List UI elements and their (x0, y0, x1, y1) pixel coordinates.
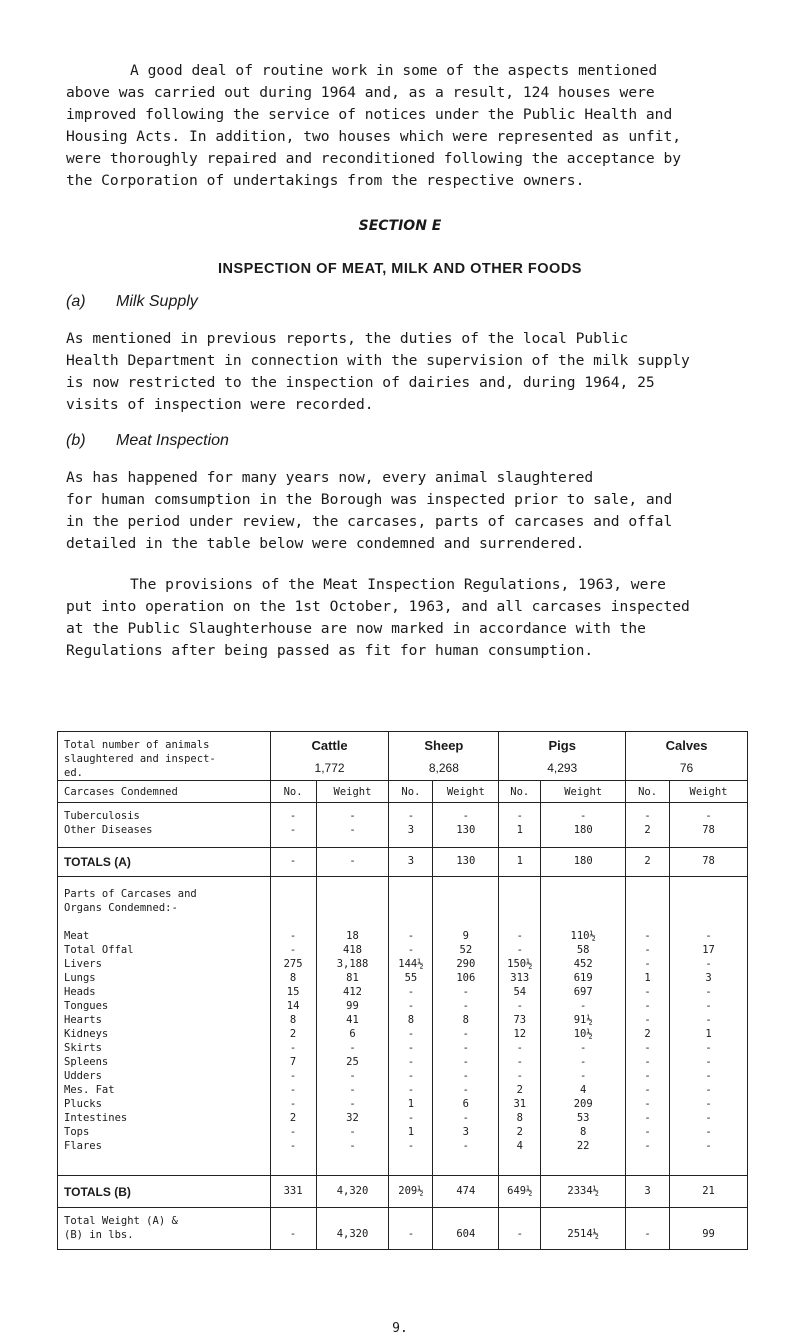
table-cell: 2 (289, 1112, 297, 1124)
table-cell: - (407, 1140, 415, 1152)
table-cell: - (580, 1042, 587, 1054)
part-label: Heads (64, 986, 96, 998)
pigs-header (499, 732, 626, 781)
table-cell: - (644, 1126, 651, 1138)
table-cell: 53 (576, 1112, 590, 1124)
table-cell: - (705, 1000, 712, 1012)
carcases-cattle-no: - - (270, 803, 316, 848)
table-cell: 3,188 (336, 958, 369, 970)
table-cell: - (407, 1070, 415, 1082)
table-cell: - (462, 1140, 469, 1152)
weight-header: Weight (433, 781, 499, 803)
text-line: Health Department in connection with the supervision of the milk supply (66, 352, 690, 369)
parts-cattle-no (270, 877, 316, 1176)
table-cell: - (705, 1042, 712, 1054)
part-label: Plucks (64, 1098, 102, 1110)
parts-pigs-no (499, 877, 541, 1176)
table-cell: - (516, 1070, 523, 1082)
table-cell: 412 (343, 986, 362, 998)
table-cell: - (289, 1084, 297, 1096)
carcases-sheep-no: - 3 (389, 803, 433, 848)
weight-header: Weight (316, 781, 389, 803)
page-number: 9. (392, 1321, 408, 1336)
table-cell: 32 (346, 1112, 359, 1124)
table-cell: 144½ (398, 958, 424, 970)
table-cell: 78 (670, 848, 748, 877)
table-cell: 418 (343, 944, 362, 956)
table-cell: 31 (513, 1098, 527, 1110)
table-cell: 649½ (499, 1176, 541, 1208)
table-cell: 209½ (389, 1176, 433, 1208)
table-cell: - (644, 944, 651, 956)
table-cell: - (462, 1084, 469, 1096)
table-cell: 9 (462, 930, 469, 942)
table-cell: - (407, 1084, 415, 1096)
table-cell: - (644, 1000, 651, 1012)
table-cell: 3 (462, 1126, 469, 1138)
table-cell: 110½ (570, 930, 596, 942)
table-cell: - (516, 944, 523, 956)
table-cell: - (289, 1098, 297, 1110)
table-cell: - (705, 1126, 712, 1138)
animals-total-row (58, 732, 748, 781)
table-cell: - (705, 1070, 712, 1082)
no-header: No. (389, 781, 433, 803)
table-cell: 8 (407, 1014, 415, 1026)
table-cell: 8 (516, 1112, 523, 1124)
table-cell: - (407, 1042, 415, 1054)
table-cell: - (705, 986, 712, 998)
totals-b-row (58, 1176, 748, 1208)
table-cell: 1 (499, 848, 541, 877)
animals-total-label: Total number of animals slaughtered and inspect- ed. (58, 732, 271, 781)
carcases-cattle-weight: - - (316, 803, 389, 848)
table-cell: - (644, 1084, 651, 1096)
table-cell: - (705, 1140, 712, 1152)
table-cell: 8 (462, 1014, 469, 1026)
text-line: Regulations after being passed as fit for human consumption. (66, 642, 594, 659)
table-cell: 54 (513, 986, 527, 998)
table-cell: 604 (433, 1208, 499, 1250)
no-header: No. (270, 781, 316, 803)
table-cell: - (516, 930, 523, 942)
table-cell: - (644, 930, 651, 942)
cattle-header (270, 732, 389, 781)
table-cell: 81 (346, 972, 359, 984)
section-heading: INSPECTION OF MEAT, MILK AND OTHER FOODS (218, 261, 582, 277)
table-cell: 290 (456, 958, 476, 970)
table-cell: 1 (407, 1098, 415, 1110)
table-cell: 55 (404, 972, 418, 984)
table-cell: 697 (573, 986, 593, 998)
table-cell: - (462, 1000, 469, 1012)
table-cell: 58 (576, 944, 590, 956)
text-line: in the period under review, the carcases, parts of carcases and offal (66, 513, 673, 530)
table-cell: 331 (270, 1176, 316, 1208)
table-cell: 8 (289, 972, 297, 984)
table-cell: 1 (705, 1028, 712, 1040)
table-cell: - (644, 1098, 651, 1110)
table-cell: - (389, 1208, 433, 1250)
part-label: Tops (64, 1126, 90, 1138)
text-line: improved following the service of notices under the Public Health and (66, 106, 673, 123)
table-cell: 2 (644, 1028, 651, 1040)
text-line: A good deal of routine work in some of the aspects mentioned (130, 62, 658, 79)
animal-total: 4,293 (547, 761, 578, 775)
table-cell: 4,320 (316, 1176, 389, 1208)
table-cell: 4 (580, 1084, 587, 1096)
table-cell: 474 (433, 1176, 499, 1208)
part-label: Flares (64, 1140, 102, 1152)
table-cell: 2 (289, 1028, 297, 1040)
table-cell: - (289, 1042, 297, 1054)
table-cell: 7 (289, 1056, 297, 1068)
carcases-pigs-no: - 1 (499, 803, 541, 848)
total-weight-row (58, 1208, 748, 1250)
no-header: No. (499, 781, 541, 803)
table-cell: - (705, 1014, 712, 1026)
totals-b-label: TOTALS (B) (58, 1176, 271, 1208)
subsection-title: Meat Inspection (116, 432, 229, 449)
table-cell: 8 (580, 1126, 587, 1138)
table-cell: 2334½ (541, 1176, 626, 1208)
table-cell: 99 (346, 1000, 359, 1012)
table-cell: - (349, 1140, 356, 1152)
subsection-label: (a) (66, 293, 86, 310)
subsection-title: Milk Supply (116, 293, 198, 310)
text-line: visits of inspection were recorded. (66, 396, 374, 413)
table-cell: 2 (516, 1084, 523, 1096)
table-cell: - (289, 1140, 297, 1152)
table-cell: 18 (346, 930, 359, 942)
table-cell: 41 (346, 1014, 359, 1026)
table-cell: 6 (349, 1028, 356, 1040)
no-header: No. (626, 781, 670, 803)
table-cell: 2 (626, 848, 670, 877)
part-label: Livers (64, 958, 102, 970)
sheep-header (389, 732, 499, 781)
table-cell: - (316, 848, 389, 877)
table-cell: - (705, 930, 712, 942)
meat-inspection-table (57, 731, 748, 1250)
table-cell: - (516, 1000, 523, 1012)
table-cell: 1 (644, 972, 651, 984)
table-cell: - (349, 1126, 356, 1138)
carcases-block (58, 803, 748, 848)
text-line: were thoroughly repaired and reconditioned following the acceptance by (66, 150, 682, 167)
table-cell: - (705, 958, 712, 970)
table-cell: 8 (289, 1014, 297, 1026)
part-label: Intestines (64, 1112, 128, 1124)
parts-calves-no (626, 877, 670, 1176)
table-cell: - (407, 1112, 415, 1124)
subsection-label: (b) (66, 432, 86, 449)
text-line: the Corporation of undertakings from the respective owners. (66, 172, 585, 189)
table-cell: 130 (433, 848, 499, 877)
table-cell: - (644, 958, 651, 970)
animal-name: Pigs (548, 738, 576, 753)
table-cell: - (349, 1070, 356, 1082)
table-cell: - (407, 1028, 415, 1040)
carcases-pigs-weight: - 180 (541, 803, 626, 848)
table-cell: - (580, 1056, 587, 1068)
text-line: Housing Acts. In addition, two houses which were represented as unfit, (66, 128, 682, 145)
table-cell: - (705, 1112, 712, 1124)
carcases-sheep-weight: - 130 (433, 803, 499, 848)
table-cell: 2 (516, 1126, 523, 1138)
table-cell: - (644, 1140, 651, 1152)
table-cell: - (289, 930, 297, 942)
table-cell: - (349, 1098, 356, 1110)
carcases-calves-weight: - 78 (670, 803, 748, 848)
table-cell: 4 (516, 1140, 523, 1152)
table-cell: 6 (462, 1098, 469, 1110)
table-cell: - (270, 848, 316, 877)
totals-a-row (58, 848, 748, 877)
animal-name: Sheep (424, 738, 464, 753)
parts-cattle-weight (316, 877, 389, 1176)
part-label: Spleens (64, 1056, 109, 1068)
part-label: Lungs (64, 972, 96, 984)
table-cell: 3 (705, 972, 712, 984)
text-line: for human comsumption in the Borough was inspected prior to sale, and (66, 491, 673, 508)
parts-pigs-weight (541, 877, 626, 1176)
milk-paragraph (66, 328, 756, 416)
part-label: Total Offal (64, 944, 134, 956)
table-cell: - (462, 1056, 469, 1068)
table-cell: - (516, 1056, 523, 1068)
table-cell: - (626, 1208, 670, 1250)
table-cell: 150½ (507, 958, 533, 970)
table-cell: 15 (286, 986, 300, 998)
parts-sheep-no (389, 877, 433, 1176)
table-cell: - (705, 1056, 712, 1068)
parts-calves-weight (670, 877, 748, 1176)
table-cell: 1 (407, 1126, 415, 1138)
table-cell: 106 (456, 972, 476, 984)
table-cell: 17 (702, 944, 715, 956)
table-cell: - (580, 1070, 587, 1082)
carcases-calves-no: - 2 (626, 803, 670, 848)
weight-header: Weight (541, 781, 626, 803)
table-cell: 10½ (573, 1028, 593, 1040)
animal-name: Cattle (311, 738, 348, 753)
table-cell: - (462, 1028, 469, 1040)
table-cell: - (407, 1000, 415, 1012)
text-line: As mentioned in previous reports, the duties of the local Public (66, 330, 629, 347)
part-label: Tongues (64, 1000, 109, 1012)
table-cell: 73 (513, 1014, 527, 1026)
carcases-condemned-label: Carcases Condemned (58, 781, 271, 803)
parts-condemned-block (58, 877, 748, 1176)
totals-a-label: TOTALS (A) (58, 848, 271, 877)
table-cell: 209 (573, 1098, 593, 1110)
table-cell: 25 (346, 1056, 359, 1068)
table-cell: - (407, 944, 415, 956)
table-cell: - (580, 1000, 587, 1012)
table-cell: 99 (670, 1208, 748, 1250)
calves-header (626, 732, 748, 781)
section-title: SECTION E (358, 218, 442, 234)
table-cell: 2514½ (541, 1208, 626, 1250)
table-cell: - (462, 1042, 469, 1054)
text-line: detailed in the table below were condemned and surrendered. (66, 535, 585, 552)
table-cell: 619 (573, 972, 593, 984)
table-cell: 52 (459, 944, 473, 956)
total-weight-label: Total Weight (A) & (B) in lbs. (58, 1208, 271, 1250)
table-cell: - (705, 1084, 712, 1096)
table-cell: - (407, 930, 415, 942)
table-cell: - (644, 1056, 651, 1068)
milk-supply-subheading (66, 293, 198, 311)
table-cell: 3 (626, 1176, 670, 1208)
table-cell: - (349, 1042, 356, 1054)
carcases-condemned-header-row (58, 781, 748, 803)
text-line: As has happened for many years now, every animal slaughtered (66, 469, 594, 486)
table-cell: 313 (510, 972, 530, 984)
text-line: put into operation on the 1st October, 1963, and all carcases inspected (66, 598, 690, 615)
text-line: above was carried out during 1964 and, as a result, 124 houses were (66, 84, 655, 101)
meat-inspection-subheading (66, 432, 229, 450)
part-label: Hearts (64, 1014, 102, 1026)
carcases-labels: Tuberculosis Other Diseases (58, 803, 271, 848)
table-cell: - (644, 986, 651, 998)
table-cell: - (644, 1070, 651, 1082)
table-cell: - (289, 1126, 297, 1138)
table-cell: 22 (576, 1140, 590, 1152)
part-label: Meat (64, 930, 90, 942)
table-cell: 4,320 (316, 1208, 389, 1250)
table-cell: 12 (513, 1028, 527, 1040)
table-cell: - (462, 1070, 469, 1082)
animal-total: 8,268 (428, 761, 459, 775)
part-label: Skirts (64, 1042, 102, 1054)
table-cell: - (644, 1042, 651, 1054)
table-cell: 180 (541, 848, 626, 877)
table-cell: - (349, 1084, 356, 1096)
text-line: is now restricted to the inspection of dairies and, during 1964, 25 (66, 374, 655, 391)
animal-total: 76 (679, 761, 694, 775)
table-cell: - (516, 1042, 523, 1054)
table-cell: - (462, 1112, 469, 1124)
intro-paragraph (66, 60, 756, 192)
animal-total: 1,772 (314, 761, 345, 775)
table-cell: - (644, 1112, 651, 1124)
table-cell: 3 (389, 848, 433, 877)
text-line: at the Public Slaughterhouse are now marked in accordance with the (66, 620, 646, 637)
table-cell: - (407, 1056, 415, 1068)
table-cell: - (644, 1014, 651, 1026)
part-label: Udders (64, 1070, 102, 1082)
text-line: The provisions of the Meat Inspection Regulations, 1963, were (130, 576, 666, 593)
table-cell: - (462, 986, 469, 998)
weight-header: Weight (670, 781, 748, 803)
table-cell: - (270, 1208, 316, 1250)
part-label: Mes. Fat (64, 1084, 115, 1096)
table-cell: 91½ (573, 1014, 593, 1026)
parts-sheep-weight (433, 877, 499, 1176)
table-cell: - (289, 1070, 297, 1082)
animal-name: Calves (665, 738, 708, 753)
table-cell: - (499, 1208, 541, 1250)
meat-paragraph-2 (66, 574, 756, 662)
part-label: Kidneys (64, 1028, 109, 1040)
table-cell: - (407, 986, 415, 998)
table-cell: 452 (573, 958, 593, 970)
table-cell: 275 (283, 958, 303, 970)
table-cell: - (289, 944, 297, 956)
table-cell: 21 (670, 1176, 748, 1208)
table-cell: 14 (286, 1000, 300, 1012)
table-cell: - (705, 1098, 712, 1110)
parts-labels: Parts of Carcases and Organs Condemned:- Meat Total Offal Livers Lungs Heads Tongues Hearts Kidneys Skirts Spleens Udders Mes. Fat Plucks Intestines Tops Flares (58, 877, 271, 1176)
meat-paragraph-1 (66, 467, 756, 555)
